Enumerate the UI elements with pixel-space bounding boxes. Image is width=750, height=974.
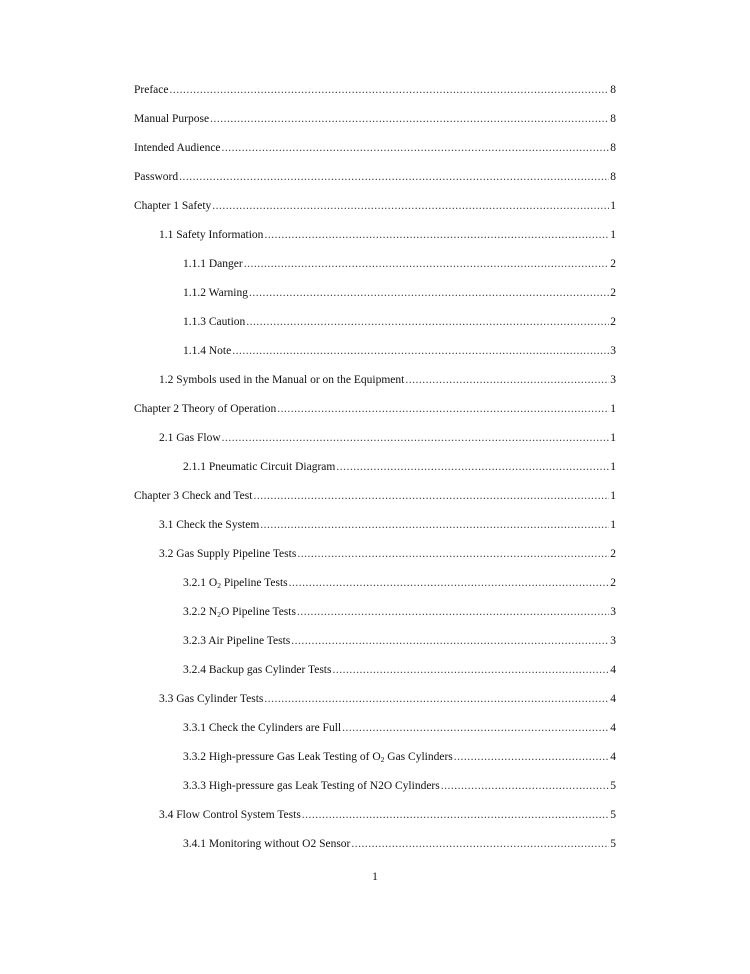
toc-entry-title: [183, 341, 231, 361]
toc-entry-title: [159, 515, 259, 535]
dot-leader: [289, 573, 610, 593]
dot-leader: [454, 747, 610, 767]
toc-entry-title: [183, 312, 245, 332]
toc-entry-page-number: 3: [610, 606, 616, 618]
toc-entry-page-number: 4: [610, 664, 616, 676]
dot-leader: [291, 631, 609, 651]
toc-entry-title: [134, 109, 209, 129]
toc-entry-title: [134, 80, 168, 100]
dot-leader: [277, 399, 609, 419]
toc-entry-title: [159, 805, 301, 825]
toc-entry[interactable]: [134, 544, 616, 573]
toc-entry-page-number: 1: [610, 200, 616, 212]
dot-leader: [336, 457, 609, 477]
toc-entry[interactable]: [134, 573, 616, 602]
subscript: 2: [217, 610, 221, 619]
toc-entry[interactable]: [134, 254, 616, 283]
toc-entry-title-text: 1.1 Safety Information: [159, 229, 264, 241]
toc-entry-title: [134, 486, 252, 506]
toc-entry-title-text: 3.3.1 Check the Cylinders are Full: [183, 722, 342, 734]
toc-entry-title-text: Intended Audience: [134, 142, 221, 154]
dot-leader: [405, 370, 609, 390]
toc-entry-page-number: 1: [610, 432, 616, 444]
toc-entry-title-text: Chapter 3 Check and Test: [134, 490, 253, 502]
toc-entry[interactable]: [134, 776, 616, 805]
toc-entry-title-text: 1.1.3 Caution: [183, 316, 246, 328]
toc-entry-title: [183, 457, 335, 477]
toc-entry[interactable]: [134, 138, 616, 167]
toc-entry-page-number: 1: [610, 403, 616, 415]
toc-entry[interactable]: [134, 834, 616, 863]
dot-leader: [179, 167, 609, 187]
dot-leader: [222, 428, 610, 448]
toc-entry[interactable]: [134, 689, 616, 718]
toc-entry[interactable]: [134, 515, 616, 544]
toc-entry-title: [183, 283, 248, 303]
toc-entry[interactable]: [134, 631, 616, 660]
toc-entry[interactable]: [134, 196, 616, 225]
toc-entry-page-number: 1: [610, 519, 616, 531]
dot-leader: [264, 689, 609, 709]
toc-entry-page-number: 4: [610, 751, 616, 763]
dot-leader: [342, 718, 609, 738]
toc-entry-title: [134, 399, 276, 419]
toc-entry-title-text: 1.2 Symbols used in the Manual or on the Equipment: [159, 374, 405, 386]
toc-entry[interactable]: [134, 109, 616, 138]
toc-entry-title-text: 2.1.1 Pneumatic Circuit Diagram: [183, 461, 336, 473]
toc-entry-title-text: 3.1 Check the System: [159, 519, 260, 531]
toc-entry[interactable]: [134, 805, 616, 834]
toc-entry-page-number: 5: [610, 838, 616, 850]
toc-entry-title-text: 2.1 Gas Flow: [159, 432, 221, 444]
toc-entry-title-text: Pipeline Tests: [220, 577, 288, 589]
toc-entry-title: [159, 370, 404, 390]
toc-entry-title-text: 3.4 Flow Control System Tests: [159, 809, 301, 821]
toc-entry-page-number: 5: [610, 780, 616, 792]
toc-entry[interactable]: [134, 747, 616, 776]
toc-entry-title-text: 3.4.1 Monitoring without O2 Sensor: [183, 838, 351, 850]
dot-leader: [253, 486, 609, 506]
toc-entry[interactable]: [134, 602, 616, 631]
toc-entry-title: [183, 602, 296, 622]
toc-entry-title: [183, 834, 350, 854]
toc-entry-title: [183, 747, 453, 767]
dot-leader: [244, 254, 610, 274]
toc-entry-page-number: 3: [610, 374, 616, 386]
toc-entry-page-number: 8: [610, 171, 616, 183]
toc-entry-page-number: 5: [610, 809, 616, 821]
toc-entry-page-number: 2: [610, 548, 616, 560]
toc-entry-page-number: 8: [610, 113, 616, 125]
dot-leader: [332, 660, 609, 680]
dot-leader: [212, 196, 609, 216]
dot-leader: [232, 341, 609, 361]
dot-leader: [169, 80, 609, 100]
toc-entry-title-text: Manual Purpose: [134, 113, 210, 125]
toc-entry-page-number: 3: [610, 345, 616, 357]
toc-entry[interactable]: [134, 370, 616, 399]
dot-leader: [264, 225, 609, 245]
toc-entry-page-number: 2: [610, 287, 616, 299]
toc-entry[interactable]: [134, 283, 616, 312]
toc-entry-title-text: 1.1.1 Danger: [183, 258, 243, 270]
toc-entry[interactable]: [134, 80, 616, 109]
toc-entry-title-text: 3.3 Gas Cylinder Tests: [159, 693, 264, 705]
toc-entry[interactable]: [134, 660, 616, 689]
dot-leader: [210, 109, 609, 129]
toc-entry-title-text: Preface: [134, 84, 169, 96]
toc-entry-title-text: 3.2.3 Air Pipeline Tests: [183, 635, 291, 647]
toc-entry-title: [183, 573, 288, 593]
toc-entry-title-text: 1.1.4 Note: [183, 345, 232, 357]
toc-entry-page-number: 1: [610, 490, 616, 502]
toc-entry-page-number: 2: [610, 577, 616, 589]
toc-entry-title-text: 3.2.4 Backup gas Cylinder Tests: [183, 664, 332, 676]
toc-entry-title: [183, 631, 290, 651]
toc-entry-page-number: 1: [610, 461, 616, 473]
dot-leader: [441, 776, 610, 796]
toc-entry[interactable]: [134, 399, 616, 428]
toc-entry[interactable]: [134, 341, 616, 370]
dot-leader: [260, 515, 609, 535]
toc-entry[interactable]: [134, 457, 616, 486]
toc-entry-title-text: 3.3.3 High-pressure gas Leak Testing of N2O Cylinders: [183, 780, 440, 792]
toc-entry[interactable]: [134, 718, 616, 747]
toc-entry-page-number: 8: [610, 84, 616, 96]
toc-entry-title-text: Chapter 1 Safety: [134, 200, 212, 212]
toc-entry-title-text: Gas Cylinders: [384, 751, 453, 763]
toc-entry-title-text: Chapter 2 Theory of Operation: [134, 403, 277, 415]
dot-leader: [222, 138, 610, 158]
toc-entry-title-text: 3.2.2 N: [183, 606, 218, 618]
dot-leader: [351, 834, 609, 854]
toc-entry-page-number: 2: [610, 258, 616, 270]
toc-entry-title-text: Password: [134, 171, 179, 183]
toc-entry-title: [134, 196, 211, 216]
subscript: 2: [217, 581, 221, 590]
dot-leader: [249, 283, 609, 303]
page-number: 1: [372, 871, 378, 883]
toc-entry-title: [183, 776, 440, 796]
toc-entry-page-number: 3: [610, 635, 616, 647]
toc-entry-page-number: 8: [610, 142, 616, 154]
toc-entry-title: [134, 138, 221, 158]
toc-entry[interactable]: [134, 167, 616, 196]
toc-entry-page-number: 2: [610, 316, 616, 328]
toc-entry-page-number: 4: [610, 722, 616, 734]
toc-entry[interactable]: [134, 486, 616, 515]
dot-leader: [246, 312, 609, 332]
table-of-contents: [134, 80, 616, 863]
toc-entry-title: [159, 689, 263, 709]
dot-leader: [302, 805, 609, 825]
toc-entry-title: [134, 167, 178, 187]
toc-entry-page-number: 1: [610, 229, 616, 241]
toc-entry[interactable]: [134, 225, 616, 254]
toc-entry[interactable]: [134, 428, 616, 457]
toc-entry-title-text: 1.1.2 Warning: [183, 287, 248, 299]
dot-leader: [297, 544, 609, 564]
toc-entry-title: [183, 254, 243, 274]
toc-entry-title: [183, 718, 341, 738]
toc-entry-title-text: 3.3.2 High-pressure Gas Leak Testing of O: [183, 751, 381, 763]
toc-entry-title-text: 3.2 Gas Supply Pipeline Tests: [159, 548, 297, 560]
toc-entry-title: [183, 660, 331, 680]
toc-entry-title-text: 3.2.1 O: [183, 577, 218, 589]
toc-entry-title: [159, 544, 296, 564]
toc-entry-title-text: O Pipeline Tests: [220, 606, 296, 618]
toc-entry-title: [159, 225, 263, 245]
toc-entry[interactable]: [134, 312, 616, 341]
dot-leader: [297, 602, 609, 622]
toc-entry-title: [159, 428, 221, 448]
toc-entry-page-number: 4: [610, 693, 616, 705]
subscript: 2: [380, 755, 385, 764]
